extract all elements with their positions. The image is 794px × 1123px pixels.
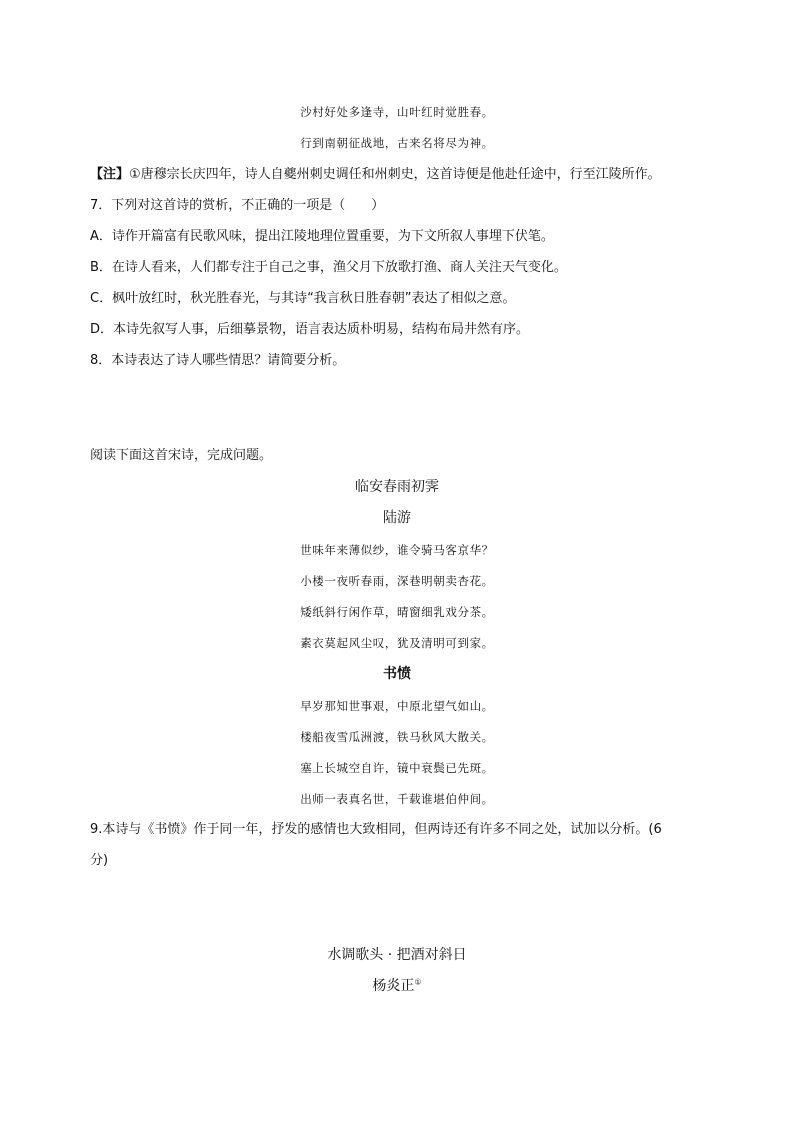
linan-line-1: 世味年来薄似纱，谁令骑马客京华？ xyxy=(300,543,494,557)
question-8-stem: 8．本诗表达了诗人哪些情思？请简要分析。 xyxy=(90,353,346,368)
poem1-line-1: 沙村好处多逢寺，山叶红时觉胜春。 xyxy=(300,105,494,119)
question-7-option-b: B．在诗人看来，人们都专注于自己之事，渔父月下放歌打渔、商人关注天气变化。 xyxy=(90,260,567,275)
question-7-option-d: D．本诗先叙写人事，后细摹景物，语言表达质朴明易，结构布局井然有序。 xyxy=(90,322,530,337)
question-9-stem-line-2: 分) xyxy=(90,853,109,868)
linan-line-4: 素衣莫起风尘叹，犹及清明可到家。 xyxy=(300,636,494,650)
question-7-option-c: C．枫叶放红时，秋光胜春光，与其诗“我言秋日胜春朝”表达了相似之意。 xyxy=(90,291,516,306)
shufen-line-3: 塞上长城空自许，镜中衰鬓已先斑。 xyxy=(300,761,494,775)
note-text: ①唐穆宗长庆四年，诗人自夔州刺史调任和州刺史，这首诗便是他赴任途中，行至江陵所作。 xyxy=(129,167,661,182)
poem-title-linan: 临安春雨初霁 xyxy=(355,479,439,495)
question-7-option-a: A．诗作开篇富有民歌风味，提出江陵地理位置重要，为下文所叙人事埋下伏笔。 xyxy=(90,229,554,244)
shufen-line-1: 早岁那知世事艰，中原北望气如山。 xyxy=(300,699,494,713)
question-7-stem: 7．下列对这首诗的赏析，不正确的一项是（ ） xyxy=(90,198,385,213)
shufen-line-2: 楼船夜雪瓜洲渡，铁马秋风大散关。 xyxy=(300,730,494,744)
poem-author-luyou: 陆游 xyxy=(383,510,411,526)
poem-author-yangyanzheng xyxy=(0,977,794,995)
section2-intro: 阅读下面这首宋诗，完成问题。 xyxy=(90,448,273,463)
author-name: 杨炎正 xyxy=(372,978,415,994)
shufen-line-4: 出师一表真名世，千载谁堪伯仲间。 xyxy=(300,792,494,806)
note-prefix: 【注】 xyxy=(90,167,130,182)
linan-line-2: 小楼一夜听春雨，深巷明朝卖杏花。 xyxy=(300,574,494,588)
author-note-marker: ① xyxy=(414,977,422,987)
poem1-line-2: 行到南朝征战地，古来名将尽为神。 xyxy=(300,136,494,150)
poem-title-shuidiao: 水调歌头 · 把酒对斜日 xyxy=(327,947,467,963)
note-1 xyxy=(90,166,661,184)
poem-title-shufen: 书愤 xyxy=(383,666,411,682)
question-9-stem-line-1: 9.本诗与《书愤》作于同一年，抒发的感情也大致相同，但两诗还有许多不同之处，试加以分析。(6 xyxy=(90,822,662,837)
linan-line-3: 矮纸斜行闲作草，晴窗细乳戏分茶。 xyxy=(300,605,494,619)
